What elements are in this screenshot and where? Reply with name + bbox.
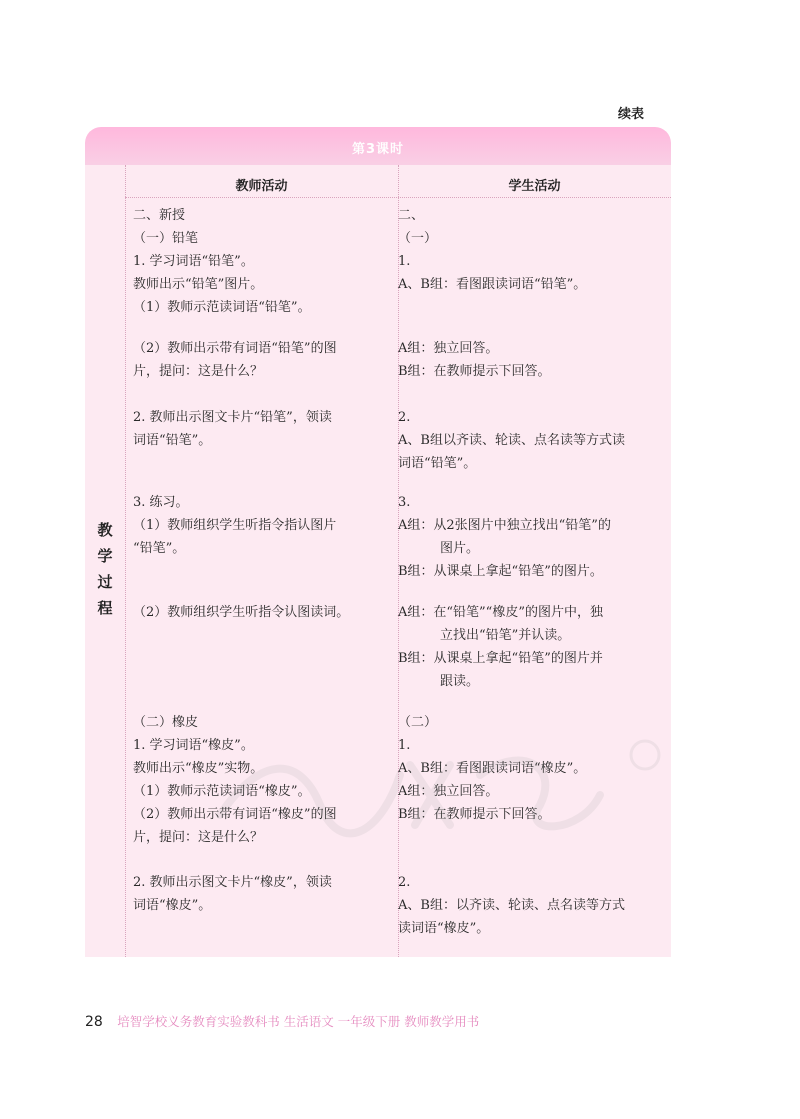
- side-char: 学: [97, 547, 113, 565]
- student-line: 二、: [398, 208, 425, 223]
- teacher-line: （2）教师出示带有词语“橡皮”的图: [133, 807, 337, 822]
- teacher-line: 词语“橡皮”。: [133, 898, 212, 913]
- student-activity-header: 学生活动: [508, 179, 561, 194]
- column-divider: [125, 165, 126, 957]
- student-line: 1.: [398, 254, 411, 269]
- publisher-watermark-icon: [200, 735, 670, 845]
- side-char: 程: [97, 599, 113, 617]
- teacher-line: 1. 学习词语“橡皮”。: [133, 738, 254, 753]
- teacher-line: 2. 教师出示图文卡片“橡皮”，领读: [133, 875, 332, 890]
- page-footer: [85, 1012, 479, 1030]
- teacher-line: “铅笔”。: [133, 541, 186, 556]
- teacher-line: 片，提问：这是什么？: [133, 830, 264, 845]
- page-number: 28: [85, 1014, 103, 1030]
- teacher-line: （1）教师示范读词语“铅笔”。: [133, 300, 311, 315]
- teacher-line: （2）教师组织学生听指令认图读词。: [133, 605, 350, 620]
- student-line: 跟读。: [440, 674, 480, 689]
- book-title: 培智学校义务教育实验教科书 生活语文 一年级下册 教师教学用书: [117, 1014, 480, 1029]
- teacher-line: 片，提问：这是什么？: [133, 364, 264, 379]
- lesson-header-bar: [85, 127, 671, 165]
- student-line: 读词语“橡皮”。: [398, 921, 490, 936]
- student-line: A组：独立回答。: [398, 341, 499, 356]
- student-line: A、B组：以齐读、轮读、点名读等方式: [398, 898, 625, 913]
- teacher-line: 3. 练习。: [133, 495, 189, 510]
- teacher-line: 2. 教师出示图文卡片“铅笔”，领读: [133, 410, 332, 425]
- student-line: （一）: [398, 231, 438, 246]
- student-line: B组：从课桌上拿起“铅笔”的图片并: [398, 651, 603, 666]
- teacher-line: （1）教师组织学生听指令指认图片: [133, 518, 337, 533]
- continued-label: 续表: [618, 107, 645, 122]
- teaching-process-label: [85, 517, 125, 621]
- side-char: 过: [97, 573, 113, 591]
- student-line: A组：独立回答。: [398, 784, 499, 799]
- teacher-line: 二、新授: [133, 208, 186, 223]
- student-line: A、B组：看图跟读词语“橡皮”。: [398, 761, 587, 776]
- student-line: 3.: [398, 495, 411, 510]
- student-line: A组：从2张图片中独立找出“铅笔”的: [398, 518, 611, 533]
- teacher-line: （2）教师出示带有词语“铅笔”的图: [133, 341, 337, 356]
- student-line: B组：从课桌上拿起“铅笔”的图片。: [398, 564, 603, 579]
- student-line: 立找出“铅笔”并认读。: [440, 628, 571, 643]
- student-line: A组：在“铅笔”“橡皮”的图片中，独: [398, 605, 603, 620]
- student-line: 2.: [398, 410, 411, 425]
- student-line: （二）: [398, 715, 438, 730]
- teacher-activity-header: 教师活动: [235, 179, 288, 194]
- lesson-title: 第3课时: [351, 142, 405, 157]
- student-line: B组：在教师提示下回答。: [398, 364, 551, 379]
- student-line: A、B组以齐读、轮读、点名读等方式读: [398, 433, 625, 448]
- student-line: A、B组：看图跟读词语“铅笔”。: [398, 277, 587, 292]
- side-char: 教: [97, 521, 113, 539]
- student-line: B组：在教师提示下回答。: [398, 807, 551, 822]
- teacher-line: （1）教师示范读词语“橡皮”。: [133, 784, 311, 799]
- student-line: 词语“铅笔”。: [398, 456, 477, 471]
- teacher-line: （二）橡皮: [133, 715, 199, 730]
- student-line: 图片。: [440, 541, 480, 556]
- teacher-line: 教师出示“橡皮”实物。: [133, 761, 264, 776]
- student-line: 1.: [398, 738, 411, 753]
- teacher-line: 1. 学习词语“铅笔”。: [133, 254, 254, 269]
- student-line: 2.: [398, 875, 411, 890]
- teacher-line: 教师出示“铅笔”图片。: [133, 277, 264, 292]
- teacher-line: 词语“铅笔”。: [133, 433, 212, 448]
- teacher-line: （一）铅笔: [133, 231, 199, 246]
